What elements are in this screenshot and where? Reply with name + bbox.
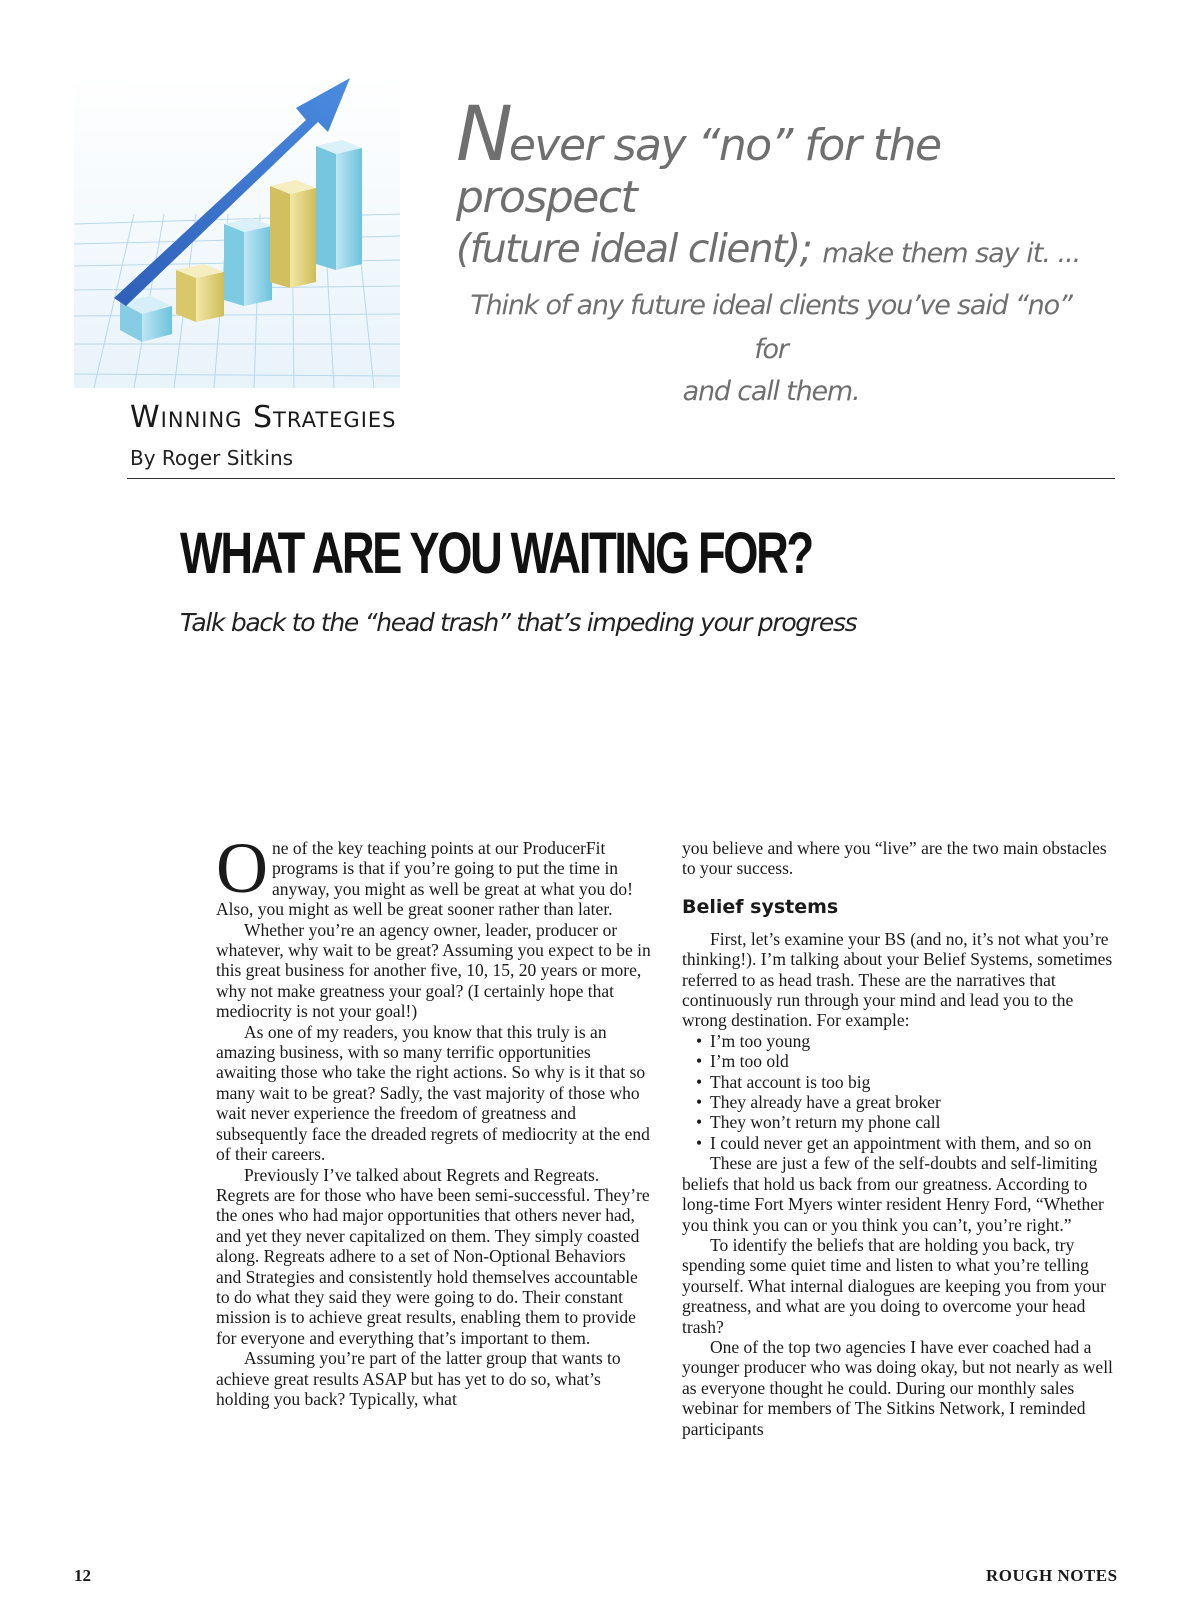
byline: By Roger Sitkins <box>130 446 294 470</box>
header-rule <box>127 478 1115 479</box>
list-item: • That account is too big <box>696 1072 1122 1092</box>
drop-cap: O <box>216 828 268 908</box>
pull-quote-line-2 <box>456 224 1086 280</box>
list-item: • They already have a great broker <box>696 1092 1122 1112</box>
paragraph: To identify the beliefs that are holding you back, try spending some quiet time and listen to what you’re telling yourself. What internal dialogues are keeping you from your greatness, and what are you doing to overcome your head trash? <box>682 1234 1106 1337</box>
pull-quote-initial: N <box>456 89 509 178</box>
paragraph: These are just a few of the self-doubts and self-limiting beliefs that hold us back from our greatness. According to long-time Fort Myers winter resident Henry Ford, “Whether you think you can or you think you can’t, you’re right.” <box>682 1153 1104 1235</box>
rising-bar-chart-with-arrow-icon <box>74 74 400 388</box>
page-number: 12 <box>74 1566 91 1585</box>
section-heading: Belief systems <box>682 895 839 918</box>
pull-quote-line-1-text: ever say “no” for the prospect <box>456 120 941 223</box>
pull-quote-line-1 <box>456 89 1086 224</box>
list-item: • I’m too old <box>696 1051 1122 1071</box>
subheadline: Talk back to the “head trash” that’s impeding your progress <box>180 608 857 637</box>
pull-quote-line-3: Think of any future ideal clients you’ve said “no” for <box>470 290 1072 365</box>
paragraph: Whether you’re an agency owner, leader, producer or whatever, why wait to be great? Assuming you expect to be in this great business for another five, 10, 15, 20 years or more, why not make greatness your goal? (I certainly hope that mediocrity is not your goal!) <box>216 919 651 1022</box>
paragraph: you believe and where you “live” are the two main obstacles to your success. <box>682 838 1107 879</box>
publication-name: ROUGH NOTES <box>986 1566 1118 1585</box>
pull-quote-line-4: and call them. <box>682 376 860 407</box>
paragraph: First, let’s examine your BS (and no, it’s not what you’re thinking!). I’m talking about your Belief Systems, sometimes referred to as head trash. These are the narratives that continuously run through your mind and lead you to the wrong destination. For example: <box>682 928 1113 1031</box>
paragraph <box>216 828 652 920</box>
body-column-2 <box>682 838 1122 1439</box>
list-item: • I could never get an appointment with them, and so on <box>696 1133 1122 1153</box>
bullet-list <box>682 1031 1122 1153</box>
paragraph-text: ne of the key teaching points at our ProducerFit programs is that if you’re going to put the time in anyway, you might as well be great at what you do! Also, you might as well be great sooner rather than later. <box>216 838 633 920</box>
paragraph: As one of my readers, you know that this truly is an amazing business, with so many terrific opportunities awaiting those who take the right actions. So why is it that so many wait to be great? Sadly, the vast majority of those who wait never experience the freedom of greatness and subsequently face the dreaded regrets of mediocrity at the end of their careers. <box>216 1021 650 1165</box>
department-title: Winning Strategies <box>130 400 397 435</box>
pull-quote-line-2a: (future ideal client); <box>456 227 812 272</box>
paragraph: Assuming you’re part of the latter group that wants to achieve great results ASAP but has yet to do so, what’s holding you back? Typically, what <box>216 1348 621 1409</box>
list-item: • I’m too young <box>696 1031 1122 1051</box>
paragraph: Previously I’ve talked about Regrets and Regreats. Regrets are for those who have been semi-successful. They’re the ones who had major opportunities that others never had, and yet they never capitalized on them. They simply coasted along. Regreats adhere to a set of Non-Optional Behaviors and Strategies and consistently hold themselves accountable to do what they said they were going to do. Their constant mission is to achieve great results, enabling them to provide for everyone and everything that’s important to them. <box>216 1164 650 1348</box>
headline: WHAT ARE YOU WAITING FOR? <box>180 521 812 586</box>
pull-quote <box>456 89 1086 414</box>
body-column-1 <box>216 828 652 1409</box>
paragraph: One of the top two agencies I have ever coached had a younger producer who was doing okay, but not nearly as well as everyone thought he could. During our monthly sales webinar for members of The Sitkins Network, I reminded participants <box>682 1336 1113 1439</box>
list-item: • They won’t return my phone call <box>696 1112 1122 1132</box>
pull-quote-line-2b: make them say it. ... <box>822 238 1081 269</box>
